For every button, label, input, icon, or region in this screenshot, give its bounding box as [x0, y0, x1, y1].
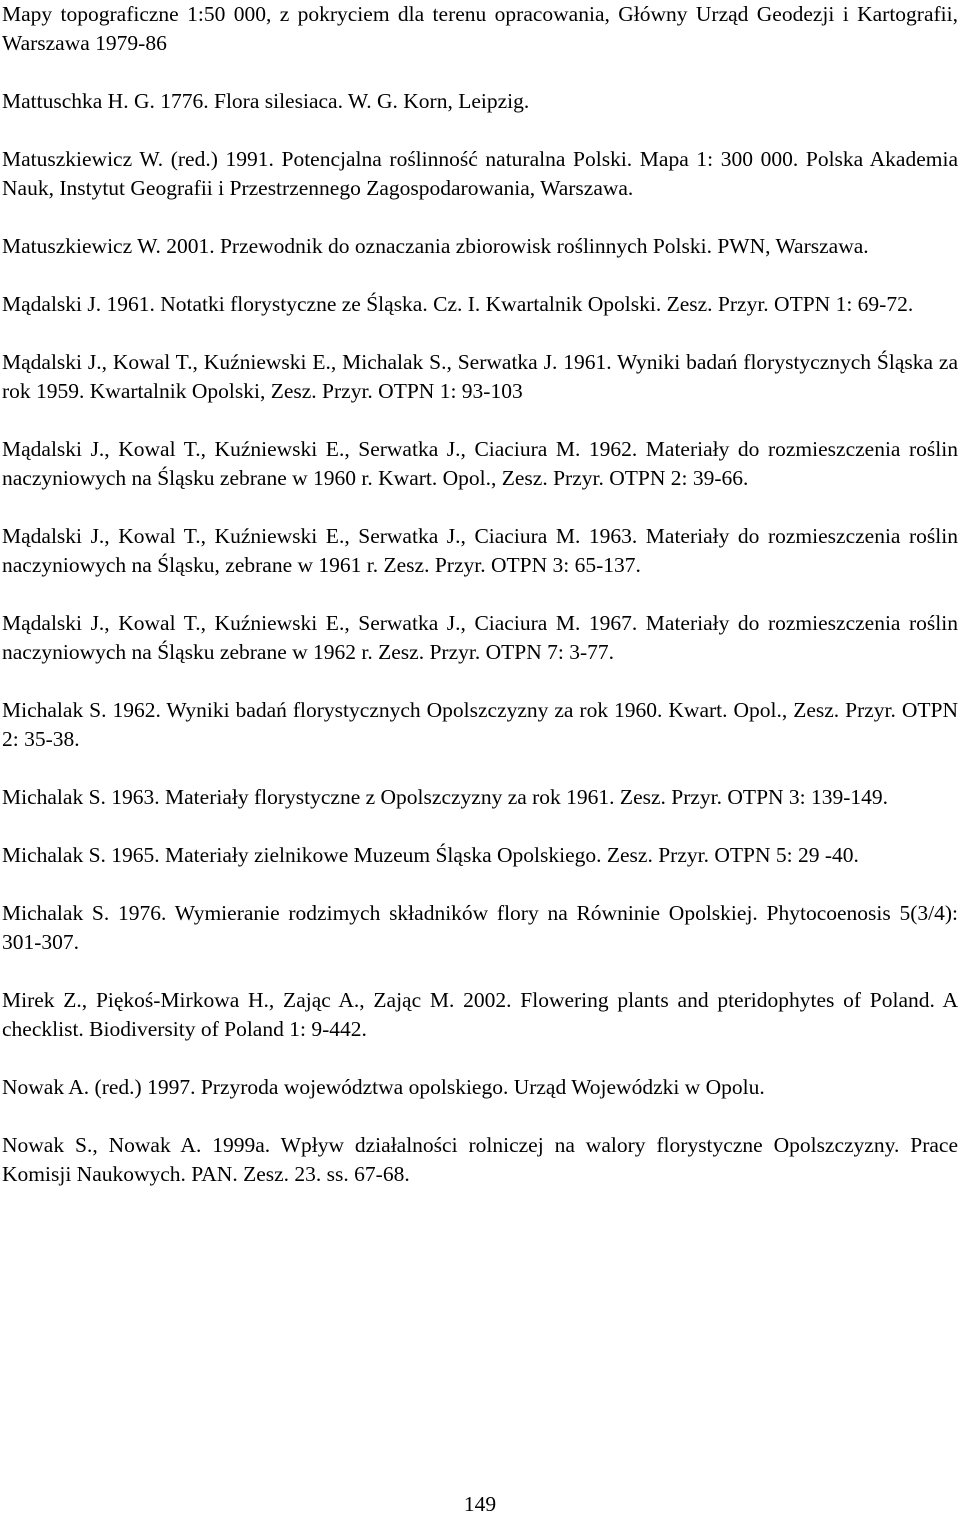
reference-item: Mądalski J. 1961. Notatki florystyczne ze Śląska. Cz. I. Kwartalnik Opolski. Zesz. Przyr. OTPN 1: 69-72. — [2, 292, 914, 316]
reference-list — [2, 0, 958, 1218]
reference-item: Michalak S. 1976. Wymieranie rodzimych składników flory na Równinie Opolskiej. Phytocoenosis 5(3/4): 301-307. — [2, 901, 958, 954]
reference-item: Nowak S., Nowak A. 1999a. Wpływ działalności rolniczej na walory florystyczne Opolszczyzny. Prace Komisji Naukowych. PAN. Zesz. 23. ss. 67-68. — [2, 1133, 958, 1186]
reference-item: Mapy topograficzne 1:50 000, z pokryciem dla terenu opracowania, Główny Urząd Geodezji i Kartografii, Warszawa 1979-86 — [2, 2, 958, 55]
reference-item: Mądalski J., Kowal T., Kuźniewski E., Serwatka J., Ciaciura M. 1963. Materiały do rozmieszczenia roślin naczyniowych na Śląsku, zebrane w 1961 r. Zesz. Przyr. OTPN 3: 65-137. — [2, 524, 958, 577]
reference-item: Michalak S. 1963. Materiały florystyczne z Opolszczyzny za rok 1961. Zesz. Przyr. OTPN 3: 139-149. — [2, 785, 889, 809]
page-number: 149 — [463, 1492, 497, 1516]
reference-item: Mattuschka H. G. 1776. Flora silesiaca. W. G. Korn, Leipzig. — [2, 89, 530, 113]
document-page — [2, 0, 958, 1515]
reference-item: Mirek Z., Piękoś-Mirkowa H., Zając A., Zając M. 2002. Flowering plants and pteridophytes of Poland. A checklist. Biodiversity of Poland 1: 9-442. — [2, 988, 958, 1041]
reference-item: Mądalski J., Kowal T., Kuźniewski E., Michalak S., Serwatka J. 1961. Wyniki badań florystycznych Śląska za rok 1959. Kwartalnik Opolski, Zesz. Przyr. OTPN 1: 93-103 — [2, 350, 958, 403]
reference-item: Nowak A. (red.) 1997. Przyroda województwa opolskiego. Urząd Wojewódzki w Opolu. — [2, 1075, 765, 1099]
reference-item: Michalak S. 1965. Materiały zielnikowe Muzeum Śląska Opolskiego. Zesz. Przyr. OTPN 5: 29 -40. — [2, 843, 859, 867]
reference-item: Michalak S. 1962. Wyniki badań florystycznych Opolszczyzny za rok 1960. Kwart. Opol., Zesz. Przyr. OTPN 2: 35-38. — [2, 698, 958, 751]
reference-item: Matuszkiewicz W. (red.) 1991. Potencjalna roślinność naturalna Polski. Mapa 1: 300 000. Polska Akademia Nauk, Instytut Geografii i Przestrzennego Zagospodarowania, Warszawa. — [2, 147, 958, 200]
reference-item: Matuszkiewicz W. 2001. Przewodnik do oznaczania zbiorowisk roślinnych Polski. PWN, Warszawa. — [2, 234, 869, 258]
reference-item: Mądalski J., Kowal T., Kuźniewski E., Serwatka J., Ciaciura M. 1967. Materiały do rozmieszczenia roślin naczyniowych na Śląsku zebrane w 1962 r. Zesz. Przyr. OTPN 7: 3-77. — [2, 611, 958, 664]
reference-item: Mądalski J., Kowal T., Kuźniewski E., Serwatka J., Ciaciura M. 1962. Materiały do rozmieszczenia roślin naczyniowych na Śląsku zebrane w 1960 r. Kwart. Opol., Zesz. Przyr. OTPN 2: 39-66. — [2, 437, 958, 490]
